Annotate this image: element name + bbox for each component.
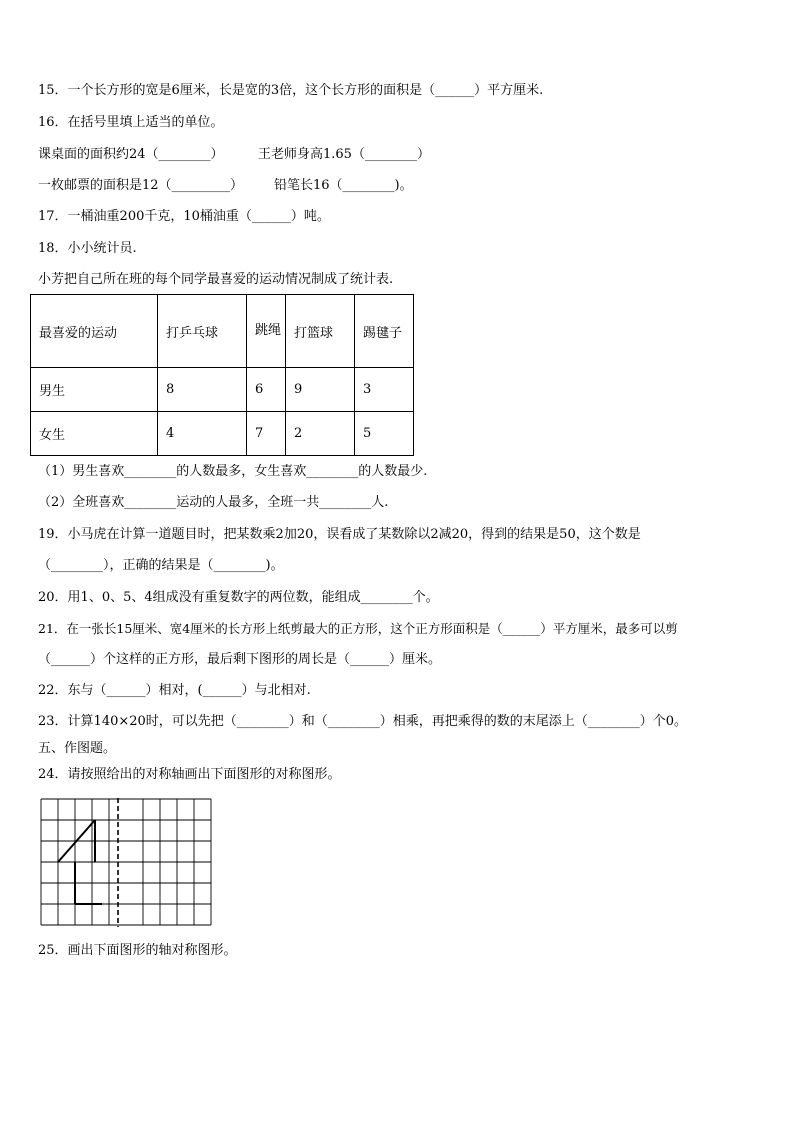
question-17: 17．一桶油重200千克，10桶油重（______）吨。: [38, 209, 330, 224]
symmetry-grid-figure: [40, 798, 214, 928]
question-18: 18．小小统计员.: [38, 241, 137, 256]
question-18-part-2: （2）全班喜欢________运动的人最多，全班一共________人.: [38, 495, 389, 510]
question-19-line-2: （________），正确的结果是（________)。: [38, 558, 284, 573]
table-cell: 9: [286, 368, 355, 412]
sports-statistics-table: [30, 294, 414, 456]
table-cell: 8: [158, 368, 247, 412]
question-18-intro: 小芳把自己所在班的每个同学最喜爱的运动情况制成了统计表.: [38, 272, 394, 287]
table-header-cell: 最喜爱的运动: [31, 295, 158, 368]
question-16-stamp-area: 一枚邮票的面积是12（_________）: [38, 178, 244, 193]
table-cell: 2: [286, 412, 355, 456]
table-cell: 5: [355, 412, 414, 456]
table-cell: 女生: [31, 412, 158, 456]
table-row: [31, 368, 414, 412]
table-cell: 6: [247, 368, 286, 412]
question-22: 22．东与（______）相对，(______）与北相对.: [38, 683, 311, 698]
question-25: 25．画出下面图形的轴对称图形。: [38, 943, 237, 958]
table-cell: 3: [355, 368, 414, 412]
table-header-cell: 踢毽子: [355, 295, 414, 368]
question-20: 20．用1、0、5、4组成没有重复数字的两位数，能组成________个。: [38, 590, 439, 605]
table-header-cell: 跳绳: [247, 295, 286, 368]
question-21-line-1: 21．在一张长15厘米、宽4厘米的长方形上纸剪最大的正方形，这个正方形面积是（______）平方厘米，最多可以剪: [38, 621, 678, 636]
question-23: 23．计算140×20时，可以先把（________）和（________）相乘，再把乘得的数的末尾添上（________）个0。: [38, 714, 688, 729]
question-24: 24．请按照给出的对称轴画出下面图形的对称图形。: [38, 767, 341, 782]
table-row: [31, 412, 414, 456]
table-header-row: [31, 295, 414, 368]
table-cell: 4: [158, 412, 247, 456]
question-16-teacher-height: 王老师身高1.65（________）: [258, 147, 430, 162]
section-5-heading: 五、作图题。: [38, 741, 117, 756]
question-19-line-1: 19．小马虎在计算一道题目时，把某数乘2加20，误看成了某数除以2减20，得到的结果是50，这个数是: [38, 527, 641, 542]
question-15: 15．一个长方形的宽是6厘米，长是宽的3倍，这个长方形的面积是（______）平方厘米.: [38, 83, 544, 98]
question-16-pencil-length: 铅笔长16（________)。: [274, 178, 413, 193]
question-21-line-2: （______）个这样的正方形，最后剩下图形的周长是（______）厘米。: [38, 652, 442, 667]
table-header-cell: 打篮球: [286, 295, 355, 368]
question-16-desk-area: 课桌面的面积约24（________）: [38, 147, 224, 162]
question-18-part-1: （1）男生喜欢________的人数最多，女生喜欢________的人数最少.: [38, 464, 428, 479]
table-cell: 男生: [31, 368, 158, 412]
table-header-cell: 打乒乓球: [158, 295, 247, 368]
question-16: 16．在括号里填上适当的单位。: [38, 115, 224, 130]
table-cell: 7: [247, 412, 286, 456]
